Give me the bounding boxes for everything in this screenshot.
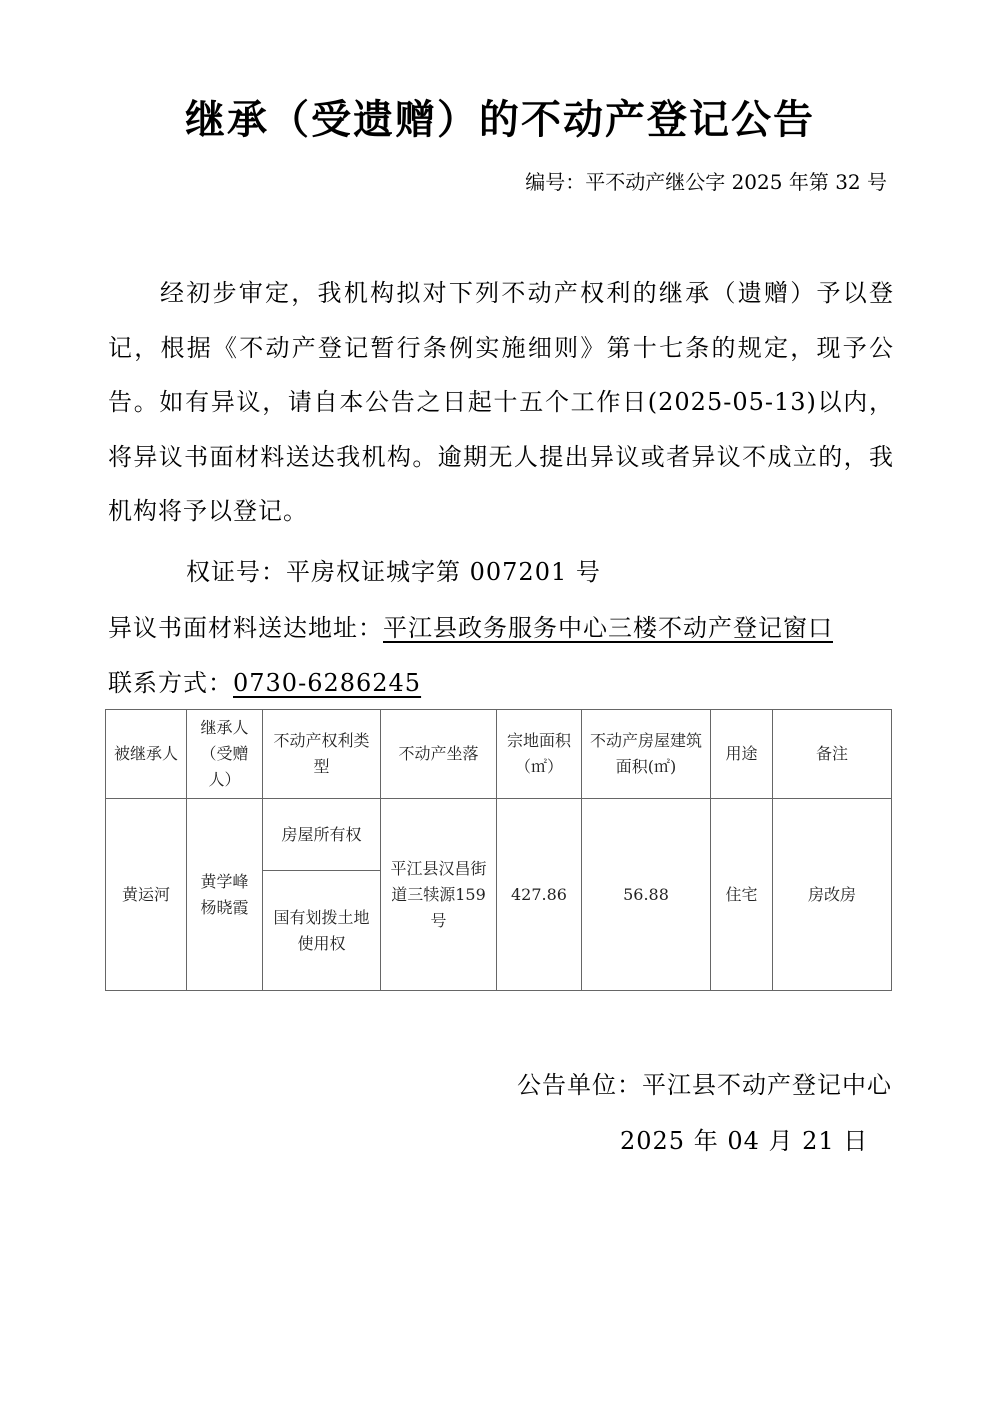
issue-date: 2025 年 04 月 21 日 (620, 1127, 869, 1155)
certificate-number: 平房权证城字第 007201 号 (286, 558, 601, 586)
cell-decedent: 黄运河 (106, 799, 187, 991)
cell-land-area: 427.86 (497, 799, 582, 991)
notice-body: 经初步审定，我机构拟对下列不动产权利的继承（遗赠）予以登记，根据《不动产登记暂行条例实施细则》第十七条的规定，现予公告。如有异议，请自本公告之日起十五个工作日(2025-05-13)以内，将异议书面材料送达我机构。逾期无人提出异议或者异议不成立的，我机构将予以登记。 (108, 279, 894, 525)
header-right-type: 不动产权利类 型 (263, 710, 381, 799)
certificate-label: 权证号： (186, 558, 286, 586)
header-land-area: 宗地面积（㎡） (497, 710, 582, 799)
document-number: 编号：平不动产继公字 2025 年第 32 号 (525, 170, 887, 194)
objection-address-label: 异议书面材料送达地址： (108, 614, 383, 642)
header-usage: 用途 (711, 710, 773, 799)
cell-usage: 住宅 (711, 799, 773, 991)
cell-right-type: 国有划拨土地使用权 (263, 871, 381, 991)
objection-address-value: 平江县政务服务中心三楼不动产登记窗口 (383, 614, 833, 642)
header-building-area: 不动产房屋建筑面积(㎡) (582, 710, 711, 799)
cell-right-type: 房屋所有权 (263, 799, 381, 871)
header-location: 不动产坐落 (381, 710, 497, 799)
header-heir: 继承人（受赠人） (187, 710, 263, 799)
notice-title: 继承（受遗赠）的不动产登记公告 (185, 97, 815, 143)
issuing-unit: 公告单位：平江县不动产登记中心 (517, 1071, 892, 1099)
property-table (105, 709, 892, 991)
cell-heir (187, 799, 263, 991)
heir-name: 黄学峰 (200, 871, 249, 891)
heir-name: 杨晓霞 (200, 897, 249, 917)
cell-remarks: 房改房 (773, 799, 892, 991)
table-row (106, 799, 892, 871)
header-remarks: 备注 (773, 710, 892, 799)
objection-address-line (108, 608, 833, 643)
contact-label: 联系方式： (108, 669, 233, 697)
certificate-line (186, 552, 601, 587)
contact-phone: 0730-6286245 (233, 669, 422, 697)
cell-building-area: 56.88 (582, 799, 711, 991)
header-decedent: 被继承人 (106, 710, 187, 799)
table-header-row (106, 710, 892, 799)
cell-location: 平江县汉昌街道三犊源159号 (381, 799, 497, 991)
contact-line (108, 663, 421, 698)
